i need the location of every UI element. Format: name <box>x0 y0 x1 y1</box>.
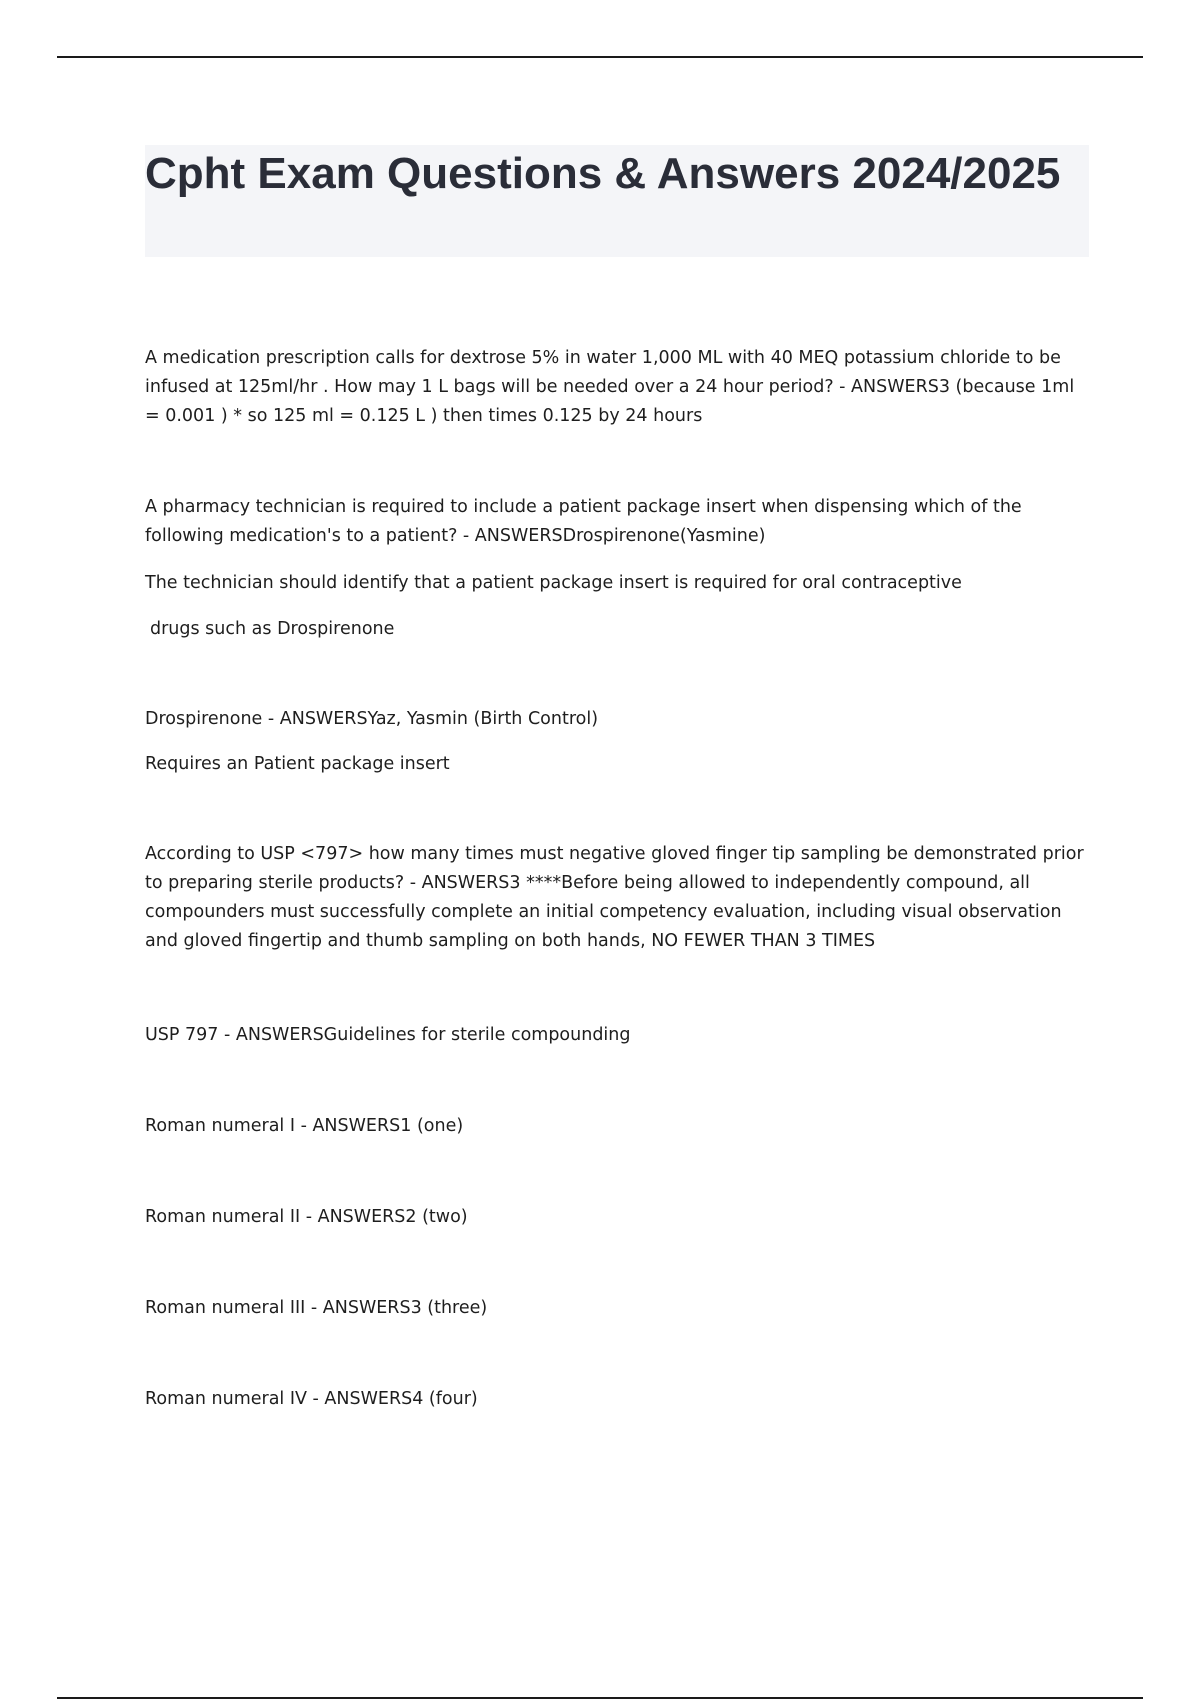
paragraph-drospirenone: Drospirenone - ANSWERSYaz, Yasmin (Birth Control) <box>145 709 599 729</box>
paragraph-roman-numeral-4: Roman numeral IV - ANSWERS4 (four) <box>145 1389 478 1409</box>
paragraph-package-insert-note-cont: drugs such as Drospirenone <box>150 619 395 639</box>
page-title: Cpht Exam Questions & Answers 2024/2025 <box>145 149 1061 198</box>
top-rule <box>57 56 1143 58</box>
paragraph-drospirenone-note: Requires an Patient package insert <box>145 754 450 774</box>
paragraph-roman-numeral-1: Roman numeral I - ANSWERS1 (one) <box>145 1116 464 1136</box>
paragraph-iv-bags-question: A medication prescription calls for dextrose 5% in water 1,000 ML with 40 MEQ potassium chloride to be infused at 125ml/hr . How may 1 L bags will be needed over a 24 hour period? - ANSWERS3 (because 1ml = 0.001 ) * so 125 ml = 0.125 L ) then times 0.125 by 24 hours <box>145 348 1075 426</box>
paragraph-roman-numeral-3: Roman numeral III - ANSWERS3 (three) <box>145 1298 488 1318</box>
paragraph-package-insert-question: A pharmacy technician is required to include a patient package insert when dispensing which of the following medication's to a patient? - ANSWERSDrospirenone(Yasmine) <box>145 497 1022 546</box>
paragraph-usp797-question: According to USP <797> how many times must negative gloved finger tip sampling be demonstrated prior to preparing sterile products? - ANSWERS3 ****Before being allowed to independently compound, all compounders must successfully complete an initial competency evaluation, including visual observation and gloved fingertip and thumb sampling on both hands, NO FEWER THAN 3 TIMES <box>145 844 1084 951</box>
bottom-rule <box>57 1697 1143 1699</box>
paragraph-usp797-definition: USP 797 - ANSWERSGuidelines for sterile compounding <box>145 1025 631 1045</box>
paragraph-roman-numeral-2: Roman numeral II - ANSWERS2 (two) <box>145 1207 468 1227</box>
paragraph-package-insert-note: The technician should identify that a patient package insert is required for oral contraceptive <box>145 573 962 593</box>
